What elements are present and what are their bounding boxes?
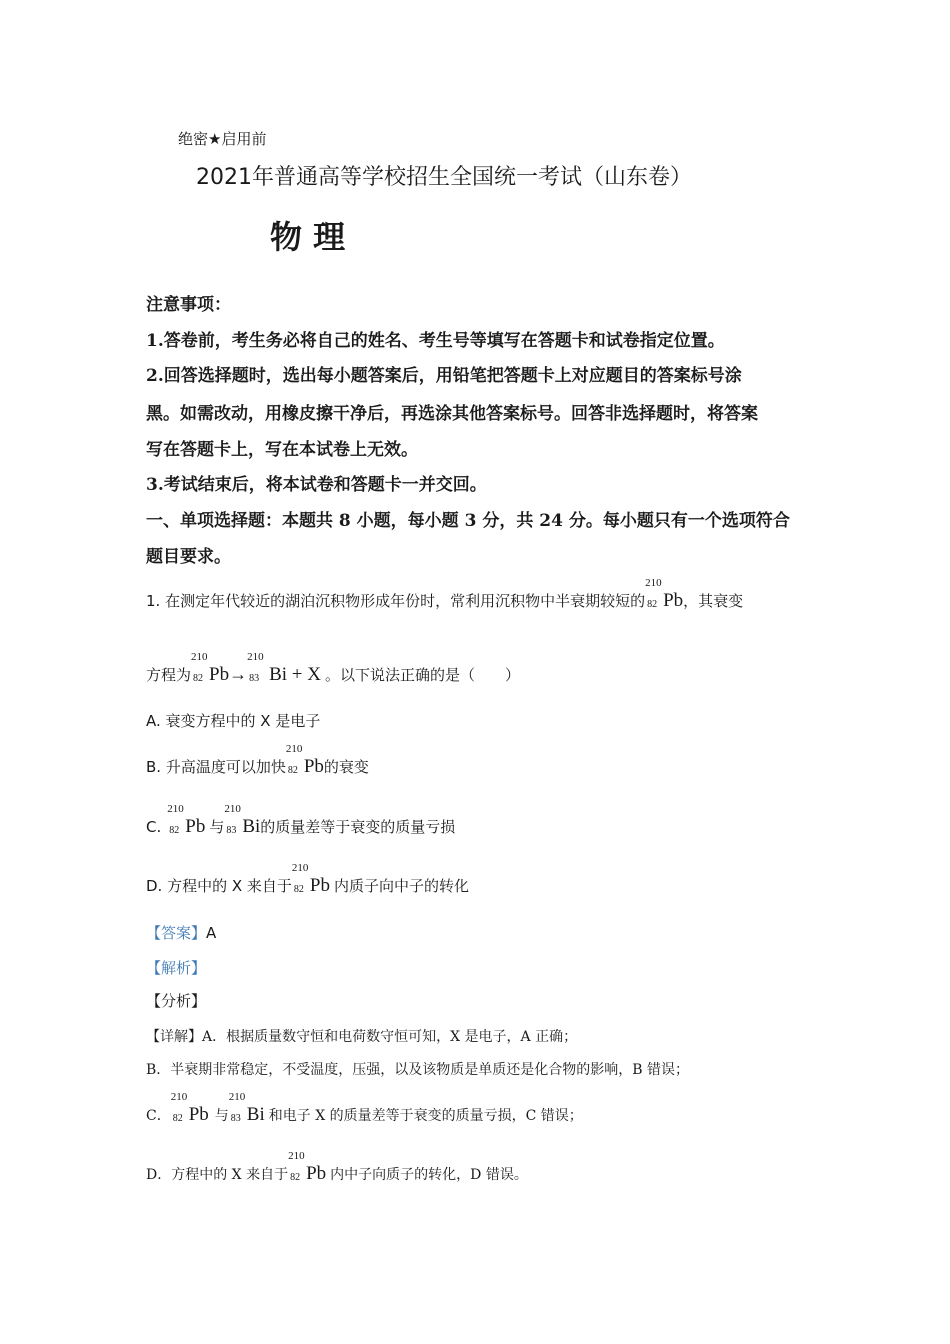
equation-tail: 。以下说法正确的是（ ） <box>324 666 520 684</box>
option-a: A. 衰变方程中的 X 是电子 <box>146 712 321 730</box>
notice-item-2-line-1: 2.回答选择题时，选出每小题答案后，用铅笔把答题卡上对应题目的答案标号涂 <box>146 366 742 386</box>
question-1-stem <box>146 577 744 612</box>
analysis-label: 【解析】 <box>146 959 207 977</box>
detail-c: C． 210 82 Pb 与 210 83 Bi 和电子 X 的质量差等于衰变的质量亏损，C 错误； <box>146 1091 583 1125</box>
nuclide-pb: 210 82 Pb <box>645 577 684 611</box>
nuclide-bi: 210 83 Bi <box>224 803 261 837</box>
answer-line <box>146 922 216 943</box>
detail-b: B．半衰期非常稳定，不受温度，压强，以及该物质是单质还是化合物的影响，B 错误； <box>146 1062 690 1078</box>
option-b: B. 升高温度可以加快 210 82 Pb的衰变 <box>146 743 369 777</box>
nuclide-pb: 210 82 Pb <box>170 1091 209 1125</box>
equation-prefix: 方程为 <box>146 666 192 684</box>
nuclide-bi: 210 83 Bi <box>228 1091 265 1125</box>
notice-item-2-line-2: 黑。如需改动，用橡皮擦干净后，再选涂其他答案标号。回答非选择题时，将答案 <box>146 404 758 424</box>
option-c: C. 210 82 Pb 与 210 83 Bi的质量差等于衰变的质量亏损 <box>146 803 456 837</box>
nuclide-pb: 210 82 Pb <box>167 803 206 837</box>
notice-item-1: 1.答卷前，考生务必将自己的姓名、考生号等填写在答题卡和试卷指定位置。 <box>146 331 725 351</box>
question-1-stem-tail: ，其衰变 <box>683 592 744 610</box>
notice-heading: 注意事项： <box>146 295 231 315</box>
question-1-stem-text: 1. 在测定年代较近的湖泊沉积物形成年份时，常利用沉积物中半衰期较短的 <box>146 592 646 610</box>
equation-suffix: Bi + X <box>269 664 321 685</box>
nuclide-pb: 210 82 Pb <box>288 1150 327 1184</box>
fenxi-label: 【分析】 <box>146 992 207 1010</box>
nuclide-pb: 210 82 Pb <box>291 862 330 896</box>
nuclide-pb: 210 82 Pb <box>285 743 324 777</box>
confidential-label: 绝密★启用前 <box>178 130 267 148</box>
arrow-icon: → <box>229 664 248 684</box>
subject-title: 物 理 <box>270 218 346 256</box>
section-heading-line-1: 一、单项选择题：本题共 8 小题，每小题 3 分，共 24 分。每小题只有一个选项符合 <box>146 511 790 531</box>
option-d: D. 方程中的 X 来自于 210 82 Pb 内质子向中子的转化 <box>146 862 469 896</box>
nuclide-bi-prefix: 210 83 <box>247 651 264 684</box>
question-1-equation <box>146 651 520 686</box>
detail-d: D．方程中的 X 来自于 210 82 Pb 内中子向质子的转化，D 错误。 <box>146 1150 528 1184</box>
answer-value: A <box>206 924 217 942</box>
detail-a: 【详解】A．根据质量数守恒和电荷数守恒可知，X 是电子，A 正确； <box>146 1029 578 1045</box>
exam-title: 2021年普通高等学校招生全国统一考试（山东卷） <box>196 165 692 190</box>
section-heading-line-2: 题目要求。 <box>146 547 231 567</box>
answer-label: 【答案】 <box>146 924 207 942</box>
notice-item-2-line-3: 写在答题卡上，写在本试卷上无效。 <box>146 440 418 460</box>
nuclide-pb: 210 82 Pb <box>191 651 230 685</box>
notice-item-3: 3.考试结束后，将本试卷和答题卡一并交回。 <box>146 475 487 495</box>
